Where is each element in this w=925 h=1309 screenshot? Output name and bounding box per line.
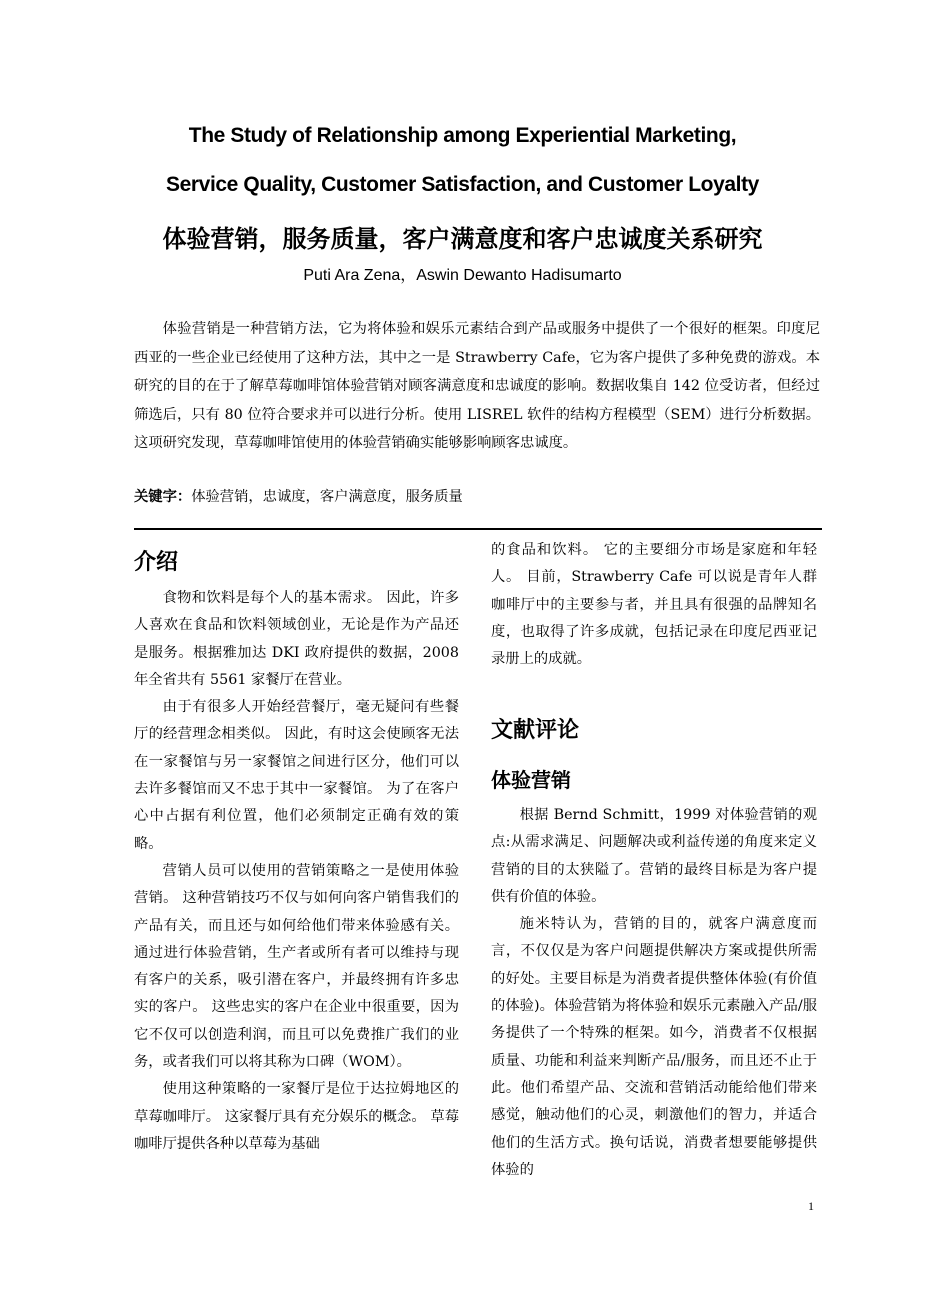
intro-paragraph-1: 食物和饮料是每个人的基本需求。 因此，许多人喜欢在食品和饮料领域创业，无论是作为产品还是服务。根据雅加达 DKI 政府提供的数据，2008 年全省共有 5561 家餐厅在营业。 [134, 590, 459, 688]
keywords-text: 体验营销，忠诚度，客户满意度，服务质量 [191, 489, 463, 505]
right-column-bottom [491, 802, 817, 1184]
literature-review-heading: 文献评论 [491, 718, 580, 743]
title-chinese: 体验营销，服务质量，客户满意度和客户忠诚度关系研究 [162, 225, 763, 253]
page-number: 1 [808, 1199, 814, 1213]
intro-heading: 介绍 [134, 550, 179, 575]
abstract-text: 体验营销是一种营销方法，它为将体验和娱乐元素结合到产品或服务中提供了一个很好的框架。印度尼西亚的一些企业已经使用了这种方法，其中之一是 Strawberry Cafe，它为客户提供了多种免费的游戏。本研究的目的在于了解草莓咖啡馆体验营销对顾客满意度和忠诚度的影响。数据收集自 142 位受访者，但经过筛选后，只有 80 位符合要求并可以进行分析。使用 LISREL 软件的结构方程模型（SEM）进行分析数据。这项研究发现，草莓咖啡馆使用的体验营销确实能够影响顾客忠诚度。 [134, 321, 820, 451]
intro-paragraph-4: 使用这种策略的一家餐厅是位于达拉姆地区的草莓咖啡厅。 这家餐厅具有充分娱乐的概念。 草莓咖啡厅提供各种以草莓为基础 [134, 1081, 459, 1152]
keywords [134, 483, 820, 511]
left-column [134, 585, 459, 1158]
intro-paragraph-3: 营销人员可以使用的营销策略之一是使用体验营销。 这种营销技巧不仅与如何向客户销售我们的产品有关，而且还与如何给他们带来体验感有关。 通过进行体验营销，生产者或所有者可以维持与现有客户的关系，吸引潜在客户，并最终拥有许多忠实的客户。 这些忠实的客户在企业中很重要，因为它不仅可以创造利润，而且可以免费推广我们的业务，或者我们可以将其称为口碑（WOM）。 [134, 862, 459, 1071]
intro-paragraph-2: 由于有很多人开始经营餐厅，毫无疑问有些餐厅的经营理念相类似。 因此，有时这会使顾客无法在一家餐馆与另一家餐馆之间进行区分，他们可以去许多餐馆而又不忠于其中一家餐馆。 为了在客户心中占据有利位置，他们必须制定正确有效的策略。 [134, 699, 459, 852]
authors: Puti Ara Zena，Aswin Dewanto Hadisumarto [303, 267, 622, 284]
title-english-line-1: The Study of Relationship among Experiential Marketing, [188, 124, 737, 147]
section-divider [134, 528, 822, 530]
intro-paragraph-continued: 的食品和饮料。 它的主要细分市场是家庭和年轻人。 目前，Strawberry Cafe 可以说是青年人群咖啡厅中的主要参与者，并且具有很强的品牌知名度，也取得了许多成就，包括记录在印度尼西亚记录册上的成就。 [491, 542, 817, 668]
experiential-marketing-heading: 体验营销 [491, 768, 571, 792]
right-column-top [491, 537, 817, 673]
abstract [134, 315, 820, 458]
title-english-line-2: Service Quality, Customer Satisfaction, and Customer Loyalty [166, 173, 759, 196]
keywords-label: 关键字： [134, 489, 192, 505]
exp-paragraph-2: 施米特认为，营销的目的，就客户满意度而言，不仅仅是为客户问题提供解决方案或提供所需的好处。主要目标是为消费者提供整体体验(有价值的体验)。体验营销为将体验和娱乐元素融入产品/服务提供了一个特殊的框架。如今，消费者不仅根据质量、功能和利益来判断产品/服务，而且还不止于此。他们希望产品、交流和营销活动能给他们带来感觉，触动他们的心灵，刺激他们的智力，并适合他们的生活方式。换句话说，消费者想要能够提供体验的 [491, 916, 817, 1178]
exp-paragraph-1: 根据 Bernd Schmitt，1999 对体验营销的观点:从需求满足、问题解决或利益传递的角度来定义营销的目的太狭隘了。营销的最终目标是为客户提供有价值的体验。 [491, 807, 817, 905]
